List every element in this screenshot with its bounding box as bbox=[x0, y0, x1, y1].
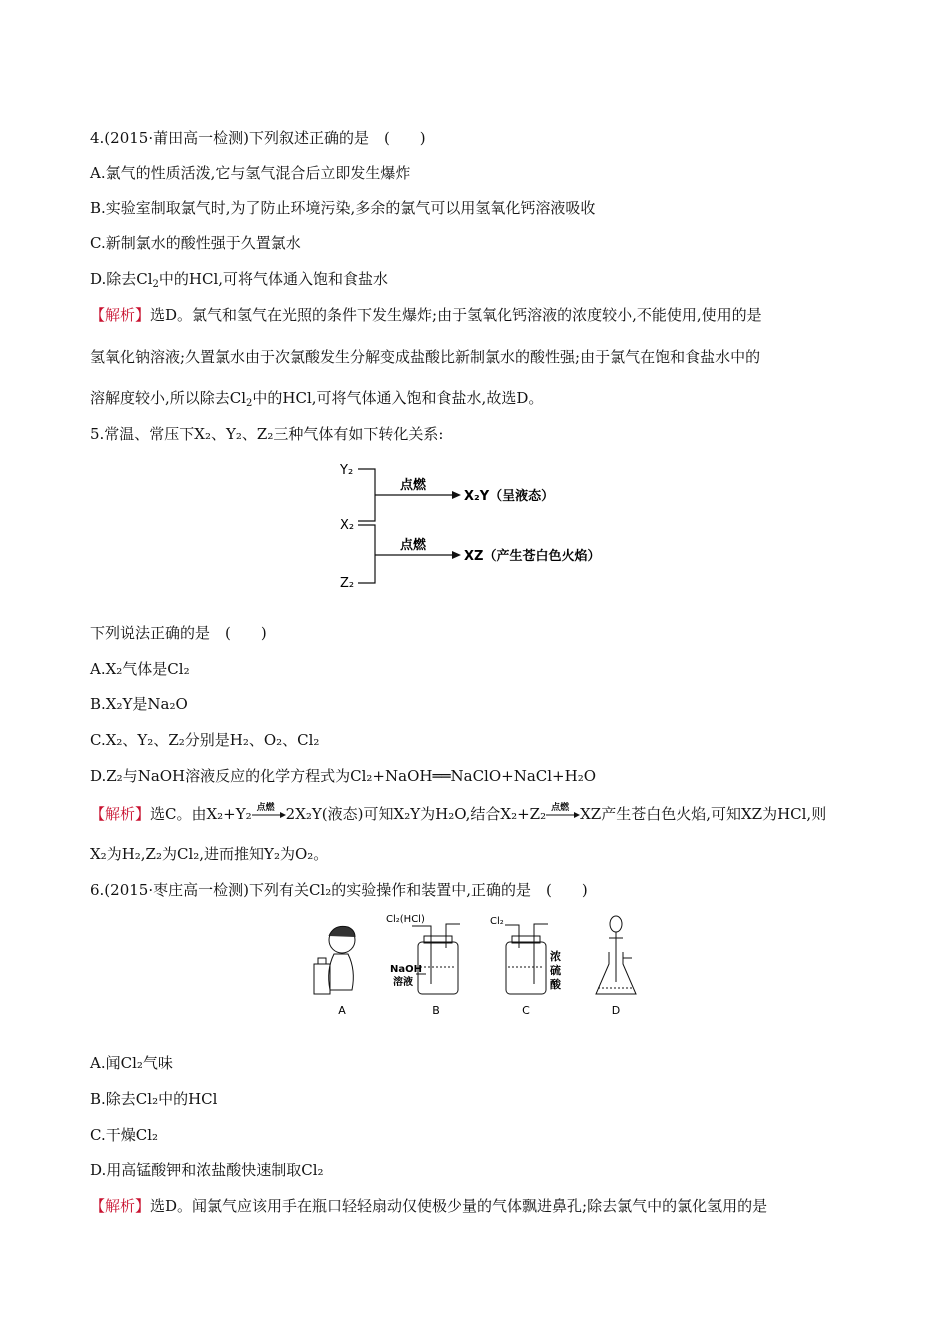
flask-with-funnel bbox=[596, 916, 636, 994]
naoh-wash-bottle bbox=[412, 924, 460, 994]
sulfur-label: 硫 bbox=[550, 964, 561, 977]
q5-analysis-line-2: X₂为H₂,Z₂为Cl₂,进而推知Y₂为O₂。 bbox=[90, 845, 329, 863]
q4-option-c: C.新制氯水的酸性强于久置氯水 bbox=[90, 234, 301, 252]
ignite-arrow-1: 点燃 bbox=[252, 804, 286, 824]
q4-option-a: A.氯气的性质活泼,它与氢气混合后立即发生爆炸 bbox=[90, 164, 411, 182]
q6-analysis-line-1: 【解析】选D。闻氯气应该用手在瓶口轻轻扇动仅使极少量的气体飘进鼻孔;除去氯气中的氯化氢用的是 bbox=[90, 1197, 768, 1215]
gas-b-label: Cl₂(HCl) bbox=[386, 914, 425, 925]
y2-label: Y₂ bbox=[340, 463, 354, 478]
person-smelling-bottle bbox=[314, 926, 355, 994]
product-x2y: X₂Y（呈液态） bbox=[464, 489, 555, 504]
q4-option-b: B.实验室制取氯气时,为了防止环境污染,多余的氯气可以用氢氧化钙溶液吸收 bbox=[90, 199, 596, 217]
q6-stem: 6.(2015·枣庄高一检测)下列有关Cl₂的实验操作和装置中,正确的是 ( ) bbox=[90, 881, 588, 899]
q5-option-c: C.X₂、Y₂、Z₂分别是H₂、O₂、Cl₂ bbox=[90, 731, 320, 749]
q5-option-a: A.X₂气体是Cl₂ bbox=[90, 660, 190, 678]
solution-label: 溶液 bbox=[393, 977, 413, 988]
analysis-tag: 【解析】 bbox=[90, 1197, 151, 1215]
q6-option-a: A.闻Cl₂气味 bbox=[90, 1054, 173, 1072]
condition-ignite-1: 点燃 bbox=[400, 478, 427, 493]
gas-c-label: Cl₂ bbox=[490, 916, 504, 927]
x2-label: X₂ bbox=[340, 518, 355, 533]
label-c: C bbox=[522, 1004, 530, 1017]
q5-option-b: B.X₂Y是Na₂O bbox=[90, 695, 188, 713]
q6-option-b: B.除去Cl₂中的HCl bbox=[90, 1090, 218, 1108]
condition-ignite-2: 点燃 bbox=[400, 538, 427, 553]
analysis-tag: 【解析】 bbox=[90, 805, 151, 823]
q5-stem: 5.常温、常压下X₂、Y₂、Z₂三种气体有如下转化关系: bbox=[90, 425, 444, 443]
q4-analysis-line-3: 溶解度较小,所以除去$Cl_2$中的HCl,可将气体通入饱和食盐水,故选D。 bbox=[90, 389, 544, 409]
ignite-arrow-2: 点燃 bbox=[546, 804, 580, 824]
q5-reaction-diagram bbox=[330, 455, 620, 590]
q4-analysis-line-2: 氢氧化钠溶液;久置氯水由于次氯酸发生分解变成盐酸比新制氯水的酸性强;由于氯气在饱和食盐水中的 bbox=[90, 348, 761, 366]
q4-analysis-line-1: 【解析】选D。氯气和氢气在光照的条件下发生爆炸;由于氢氧化钙溶液的浓度较小,不能使用,使用的是 bbox=[90, 306, 762, 324]
q6-option-d: D.用高锰酸钾和浓盐酸快速制取Cl₂ bbox=[90, 1161, 324, 1179]
analysis-tag: 【解析】 bbox=[90, 306, 151, 324]
label-a: A bbox=[338, 1004, 346, 1017]
acid-label: 酸 bbox=[550, 978, 561, 991]
q5-prompt: 下列说法正确的是 ( ) bbox=[90, 624, 267, 642]
label-d: D bbox=[611, 1004, 621, 1017]
conc-label: 浓 bbox=[550, 950, 561, 963]
sulfuric-acid-bottle bbox=[505, 924, 548, 994]
product-xz: XZ（产生苍白色火焰） bbox=[464, 549, 601, 564]
label-b: B bbox=[432, 1004, 440, 1017]
q5-option-d: D.Z₂与NaOH溶液反应的化学方程式为Cl₂+NaOH══NaClO+NaCl+H₂O bbox=[90, 767, 597, 785]
q6-option-c: C.干燥Cl₂ bbox=[90, 1126, 158, 1144]
z2-label: Z₂ bbox=[340, 576, 355, 590]
q4-option-d: D.除去$Cl_2$中的HCl,可将气体通入饱和食盐水 bbox=[90, 270, 389, 290]
q5-analysis-line-1: 【解析】选C。由X₂+Y₂ 点燃 2X₂Y(液态)可知X₂Y为H₂O,结合X₂+Z₂ 点燃 XZ产生苍白色火焰,可知XZ为HCl,则 bbox=[90, 803, 827, 823]
q4-stem: 4.(2015·莆田高一检测)下列叙述正确的是 ( ) bbox=[90, 129, 426, 147]
naoh-label: NaOH bbox=[390, 964, 422, 975]
q6-apparatus-figure bbox=[300, 912, 645, 1022]
